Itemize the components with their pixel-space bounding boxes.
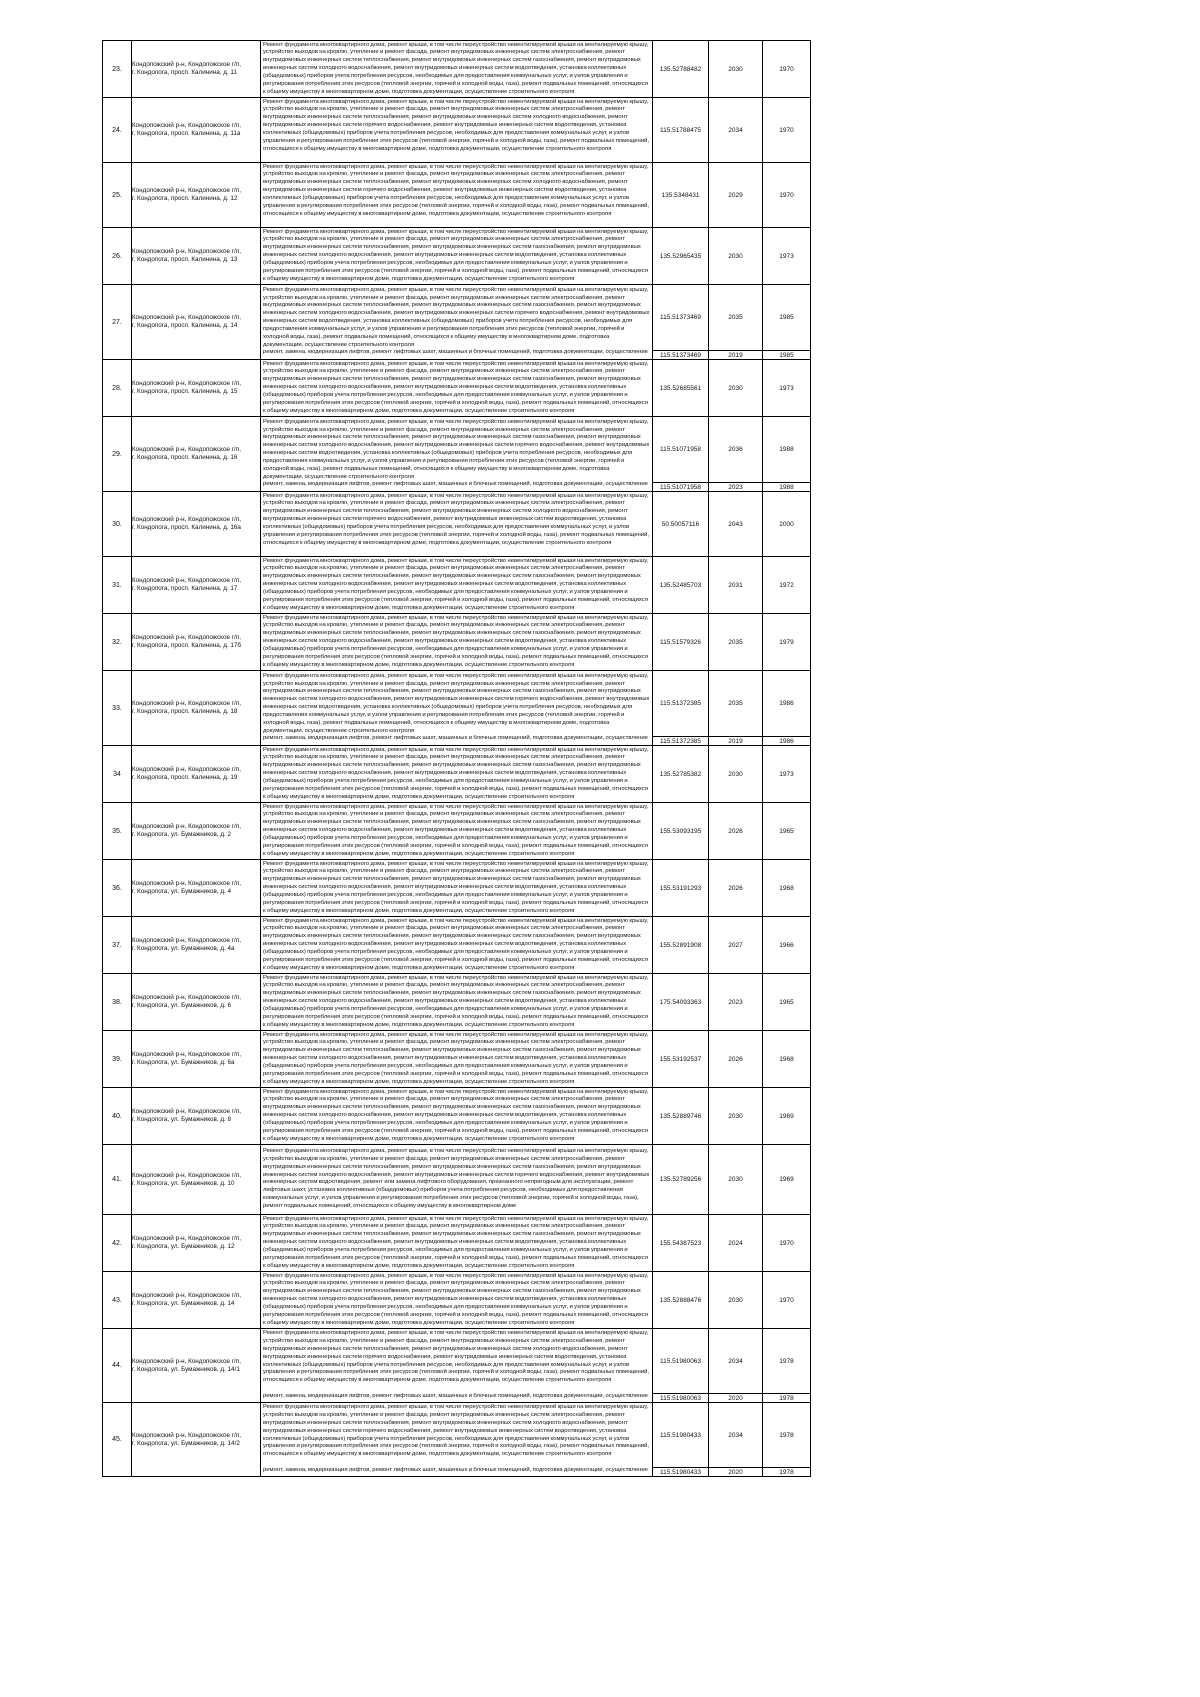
lift-works-text: ремонт, замена, модернизация лифтов, ремонт лифтовых шахт, машинных и блочных помещений, подготовка документации, осуществление [263,481,648,488]
cost-cell: 115.51980063 [653,1394,709,1403]
address-line-1: Кондопожский р-н, Кондопожское г/п, [132,1171,241,1179]
works-cell [261,1403,653,1477]
built-year-cell: 1978 [763,1468,811,1477]
works-cell [261,228,653,285]
address-line-2: г. Кондопога, ул. Бумажников, д. 6а [132,1059,235,1066]
address-line-2: г. Кондопога, ул. Бумажников, д. 4 [132,888,232,895]
row-number: 25. [103,163,132,228]
address-line-2: г. Кондопога, ул. Бумажников, д. 6 [132,1002,232,1009]
row-number: 24. [103,98,132,163]
built-year-cell: 1970 [763,163,811,228]
year-cell: 2026 [709,860,763,917]
cost-cell: 175.54093363 [653,974,709,1031]
year-cell: 2030 [709,41,763,98]
address-cell [132,557,261,614]
table-row [103,1031,811,1088]
built-year-cell: 1968 [763,1031,811,1088]
address-line-2: г. Кондопога, ул. Бумажников, д. 14 [132,1300,235,1307]
address-cell [132,163,261,228]
cost-cell: 135.52889746 [653,1088,709,1145]
cost-cell: 115.51373469 [653,285,709,351]
row-number: 33. [103,671,132,746]
year-cell: 2035 [709,614,763,671]
year-cell: 2043 [709,492,763,557]
works-text: Ремонт фундамента многоквартирного дома, ремонт крыши, в том числе переустройство невентилируемой крыши на вентилируемую крышу, устройство выходов на кровлю, утепление и ремонт фасада, ремонт внутридомовых инженерных систем электроснабжения, ремонт внутридомовых инженерных систем теплоснабжения, ремонт внутридомовых инженерных систем газоснабжения, ремонт внутридомовых инженерных систем холодного водоснабжения, ремонт внутридомовых инженерных систем горячего водоснабжения, ремонт внутридомовых инженерных систем водоотведения, установка коллективных (общедомовых) приборов учета потребления ресурсов, необходимых для предоставления коммунальных услуг, и узлов управления и регулирования потребления этих ресурсов (тепловой энергии, горячей и холодной воды, газа), ремонт подвальных помещений, относящихся к общему имуществу в многоквартирном доме, подготовка документации, осуществление строительного контроля [263,418,650,480]
cost-cell: 115.51980063 [653,1329,709,1394]
table-row [103,360,811,417]
works-text: Ремонт фундамента многоквартирного дома, ремонт крыши, в том числе переустройство невентилируемой крыши на вентилируемую крышу, устройство выходов на кровлю, утепление и ремонт фасада, ремонт внутридомовых инженерных систем электроснабжения, ремонт внутридомовых инженерных систем теплоснабжения, ремонт внутридомовых инженерных систем газоснабжения, ремонт внутридомовых инженерных систем холодного водоснабжения, ремонт внутридомовых инженерных систем водоотведения, установка коллективных (общедомовых) приборов учета потребления ресурсов, необходимых для предоставления коммунальных услуг, и узлов управления и регулирования потребления этих ресурсов (тепловой энергии, горячей и холодной воды, газа), ремонт подвальных помещений, относящихся к общему имуществу в многоквартирном доме, подготовка документации, осуществление строительного контроля [263,1031,649,1085]
built-year-cell: 1979 [763,614,811,671]
table-row [103,557,811,614]
built-year-cell: 1970 [763,1215,811,1272]
built-year-cell: 1970 [763,41,811,98]
row-number: 40. [103,1088,132,1145]
address-line-2: г. Кондопога, просп. Калинина, д. 18 [132,708,238,715]
table-row [103,228,811,285]
table-row [103,1145,811,1215]
built-year-cell: 1985 [763,285,811,351]
table-row [103,98,811,163]
works-text: Ремонт фундамента многоквартирного дома, ремонт крыши, в том числе переустройство невентилируемой крыши на вентилируемую крышу, устройство выходов на кровлю, утепление и ремонт фасада, ремонт внутридомовых инженерных систем электроснабжения, ремонт внутридомовых инженерных систем теплоснабжения, ремонт внутридомовых инженерных систем газоснабжения, ремонт внутридомовых инженерных систем холодного водоснабжения, ремонт внутридомовых инженерных систем водоотведения, установка коллективных (общедомовых) приборов учета потребления ресурсов, необходимых для предоставления коммунальных услуг, и узлов управления и регулирования потребления этих ресурсов (тепловой энергии, горячей и холодной воды, газа), ремонт подвальных помещений, относящихся к общему имуществу в многоквартирном доме, подготовка документации, осуществление строительного контроля [263,1088,649,1142]
address-line-1: Кондопожский р-н, Кондопожское г/п, [132,446,241,453]
address-cell [132,228,261,285]
table-row [103,285,811,351]
row-number: 39. [103,1031,132,1088]
cost-cell: 155.53191293 [653,860,709,917]
year-cell: 2020 [709,1468,763,1477]
cost-cell: 50.50057116 [653,492,709,557]
built-year-cell: 1973 [763,228,811,285]
year-cell: 2019 [709,737,763,746]
works-text: Ремонт фундамента многоквартирного дома, ремонт крыши, в том числе переустройство невентилируемой крыши на вентилируемую крышу, устройство выходов на кровлю, утепление и ремонт фасада, ремонт внутридомовых инженерных систем электроснабжения, ремонт внутридомовых инженерных систем теплоснабжения, ремонт внутридомовых инженерных систем газоснабжения, ремонт внутридомовых инженерных систем холодного водоснабжения, ремонт внутридомовых инженерных систем горячего водоснабжения, ремонт внутридомовых инженерных систем водоотведения, установка коллективных (общедомовых) приборов учета потребления ресурсов, необходимых для предоставления коммунальных услуг, и узлов управления и регулирования потребления этих ресурсов (тепловой энергии, горячей и холодной воды, газа), ремонт подвальных помещений, относящихся к общему имуществу в многоквартирном доме, подготовка документации, осуществление строительного контроля [263,672,650,734]
built-year-cell: 1973 [763,746,811,803]
address-cell [132,1031,261,1088]
cost-cell: 135.52485703 [653,557,709,614]
address-line-2: г. Кондопога, просп. Калинина, д. 12 [132,195,238,202]
works-cell [261,803,653,860]
lift-works-text: ремонт, замена, модернизация лифтов, ремонт лифтовых шахт, машинных и блочных помещений, подготовка документации, осуществление [263,1392,648,1399]
works-text: Ремонт фундамента многоквартирного дома, ремонт крыши, в том числе переустройство невентилируемой крыши на вентилируемую крышу, устройство выходов на кровлю, утепление и ремонт фасада, ремонт внутридомовых инженерных систем электроснабжения, ремонт внутридомовых инженерных систем теплоснабжения, ремонт внутридомовых инженерных систем газоснабжения, ремонт внутридомовых инженерных систем холодного водоснабжения, ремонт внутридомовых инженерных систем водоотведения, установка коллективных (общедомовых) приборов учета потребления ресурсов, необходимых для предоставления коммунальных услуг, и узлов управления и регулирования потребления этих ресурсов (тепловой энергии, горячей и холодной воды, газа), ремонт подвальных помещений, относящихся к общему имуществу в многоквартирном доме, подготовка документации, осуществление строительного контроля [263,746,649,800]
cost-cell: 115.51579326 [653,614,709,671]
works-text: Ремонт фундамента многоквартирного дома, ремонт крыши, в том числе переустройство невентилируемой крыши на вентилируемую крышу, устройство выходов на кровлю, утепление и ремонт фасада, ремонт внутридомовых инженерных систем электроснабжения, ремонт внутридомовых инженерных систем теплоснабжения, ремонт внутридомовых инженерных систем газоснабжения, ремонт внутридомовых инженерных систем холодного водоснабжения, ремонт внутридомовых инженерных систем водоотведения, установка коллективных (общедомовых) приборов учета потребления ресурсов, необходимых для предоставления коммунальных услуг, и узлов управления и регулирования потребления этих ресурсов (тепловой энергии, горячей и холодной воды, газа), ремонт подвальных помещений, относящихся к общему имуществу в многоквартирном доме, подготовка документации, осуществление строительного контроля [263,1215,649,1269]
row-number: 36. [103,860,132,917]
cost-cell: 155.52891908 [653,917,709,974]
year-cell: 2030 [709,360,763,417]
works-text: Ремонт фундамента многоквартирного дома, ремонт крыши, в том числе переустройство невентилируемой крыши на вентилируемую крышу, устройство выходов на кровлю, утепление и ремонт фасада, ремонт внутридомовых инженерных систем электроснабжения, ремонт внутридомовых инженерных систем теплоснабжения, ремонт внутридомовых инженерных систем газоснабжения, ремонт внутридомовых инженерных систем холодного водоснабжения, ремонт внутридомовых инженерных систем горячего водоснабжения, ремонт внутридомовых инженерных систем водоотведения, установка коллективных (общедомовых) приборов учета потребления ресурсов, необходимых для предоставления коммунальных услуг, и узлов управления и регулирования потребления этих ресурсов (тепловой энергии, горячей и холодной воды, газа), ремонт подвальных помещений, относящихся к общему имуществу в многоквартирном доме, подготовка документации, осуществление строительного контроля [263,286,650,348]
year-cell: 2030 [709,1088,763,1145]
works-text: Ремонт фундамента многоквартирного дома, ремонт крыши, в том числе переустройство невентилируемой крыши на вентилируемую крышу, устройство выходов на кровлю, утепление и ремонт фасада, ремонт внутридомовых инженерных систем электроснабжения, ремонт внутридомовых инженерных систем теплоснабжения, ремонт внутридомовых инженерных систем газоснабжения, ремонт внутридомовых инженерных систем холодного водоснабжения, ремонт внутридомовых инженерных систем водоотведения, установка коллективных (общедомовых) приборов учета потребления ресурсов, необходимых для предоставления коммунальных услуг, и узлов управления и регулирования потребления этих ресурсов (тепловой энергии, горячей и холодной воды, газа), ремонт подвальных помещений, относящихся к общему имуществу в многоквартирном доме, подготовка документации, осуществление строительного контроля [263,228,649,282]
works-text: Ремонт фундамента многоквартирного дома, ремонт крыши, в том числе переустройство невентилируемой крыши на вентилируемую крышу, устройство выходов на кровлю, утепление и ремонт фасада, ремонт внутридомовых инженерных систем электроснабжения, ремонт внутридомовых инженерных систем теплоснабжения, ремонт внутридомовых инженерных систем холодного водоснабжения, ремонт внутридомовых инженерных систем горячего водоснабжения, ремонт внутридомовых инженерных систем водоотведения, установка коллективных (общедомовых) приборов учета потребления ресурсов, необходимых для предоставления коммунальных услуг, и узлов управления и регулирования потребления этих ресурсов (тепловой энергии, горячей и холодной воды, газа), ремонт подвальных помещений, относящихся к общему имуществу в многоквартирном доме, подготовка документации, осуществление строительного контроля [263,492,650,546]
row-number: 28. [103,360,132,417]
table-row [103,671,811,737]
address-line-1: Кондопожский р-н, Кондопожское г/п, [132,1357,241,1365]
cost-cell: 155.53192537 [653,1031,709,1088]
works-text: Ремонт фундамента многоквартирного дома, ремонт крыши, в том числе переустройство невентилируемой крыши на вентилируемую крышу, устройство выходов на кровлю, утепление и ремонт фасада, ремонт внутридомовых инженерных систем электроснабжения, ремонт внутридомовых инженерных систем теплоснабжения, ремонт внутридомовых инженерных систем газоснабжения, ремонт внутридомовых инженерных систем холодного водоснабжения, ремонт внутридомовых инженерных систем водоотведения, установка коллективных (общедомовых) приборов учета потребления ресурсов, необходимых для предоставления коммунальных услуг, и узлов управления и регулирования потребления этих ресурсов (тепловой энергии, горячей и холодной воды, газа), ремонт подвальных помещений, относящихся к общему имуществу в многоквартирном доме, подготовка документации, осуществление строительного контроля [263,917,649,971]
cost-cell: 155.53093195 [653,803,709,860]
address-line-1: Кондопожский р-н, Кондопожское г/п, [132,823,241,830]
address-cell [132,671,261,746]
table-row [103,803,811,860]
address-line-2: г. Кондопога, просп. Калинина, д. 11а [132,130,241,137]
address-line-1: Кондопожский р-н, Кондопожское г/п, [132,248,241,255]
built-year-cell: 1972 [763,557,811,614]
works-text: Ремонт фундамента многоквартирного дома, ремонт крыши, в том числе переустройство невентилируемой крыши на вентилируемую крышу, устройство выходов на кровлю, утепление и ремонт фасада, ремонт внутридомовых инженерных систем электроснабжения, ремонт внутридомовых инженерных систем теплоснабжения, ремонт внутридомовых инженерных систем холодного водоснабжения, ремонт внутридомовых инженерных систем горячего водоснабжения, ремонт внутридомовых инженерных систем водоотведения, установка коллективных (общедомовых) приборов учета потребления ресурсов, необходимых для предоставления коммунальных услуг, и узлов управления и регулирования потребления этих ресурсов (тепловой энергии, горячей и холодной воды, газа), ремонт подвальных помещений, относящихся к общему имуществу в многоквартирном доме, подготовка документации, осуществление строительного контроля [263,1330,650,1384]
table-row [103,917,811,974]
built-year-cell: 1969 [763,1088,811,1145]
works-cell [261,746,653,803]
built-year-cell: 1978 [763,1329,811,1394]
address-cell [132,803,261,860]
built-year-cell: 1985 [763,351,811,360]
row-number: 44. [103,1329,132,1403]
address-line-2: г. Кондопога, ул. Бумажников, д. 2 [132,831,232,838]
address-line-1: Кондопожский р-н, Кондопожское г/п, [132,1292,241,1299]
works-cell [261,360,653,417]
address-line-1: Кондопожский р-н, Кондопожское г/п, [132,61,241,68]
built-year-cell: 1969 [763,1145,811,1215]
table-row [103,974,811,1031]
works-text: Ремонт фундамента многоквартирного дома, ремонт крыши, в том числе переустройство невентилируемой крыши на вентилируемую крышу, устройство выходов на кровлю, утепление и ремонт фасада, ремонт внутридомовых инженерных систем электроснабжения, ремонт внутридомовых инженерных систем теплоснабжения, ремонт внутридомовых инженерных систем газоснабжения, ремонт внутридомовых инженерных систем холодного водоснабжения, ремонт внутридомовых инженерных систем водоотведения, установка коллективных (общедомовых) приборов учета потребления ресурсов, необходимых для предоставления коммунальных услуг, и узлов управления и регулирования потребления этих ресурсов (тепловой энергии, горячей и холодной воды, газа), ремонт подвальных помещений, относящихся к общему имуществу в многоквартирном доме, подготовка документации, осуществление строительного контроля [263,803,649,857]
cost-cell: 135.52788482 [653,41,709,98]
address-line-1: Кондопожский р-н, Кондопожское г/п, [132,577,241,584]
address-line-1: Кондопожский р-н, Кондопожское г/п, [132,880,241,887]
built-year-cell: 1978 [763,1394,811,1403]
address-line-1: Кондопожский р-н, Кондопожское г/п, [132,314,241,321]
works-text: Ремонт фундамента многоквартирного дома, ремонт крыши, в том числе переустройство невентилируемой крыши на вентилируемую крышу, устройство выходов на кровлю, утепление и ремонт фасада, ремонт внутридомовых инженерных систем электроснабжения, ремонт внутридомовых инженерных систем теплоснабжения, ремонт внутридомовых инженерных систем газоснабжения, ремонт внутридомовых инженерных систем холодного водоснабжения, ремонт внутридомовых инженерных систем водоотведения, установка коллективных (общедомовых) приборов учета потребления ресурсов, необходимых для предоставления коммунальных услуг, и узлов управления и регулирования потребления этих ресурсов (тепловой энергии, горячей и холодной воды, газа), ремонт подвальных помещений, относящихся к общему имуществу в многоквартирном доме, подготовка документации, осуществление строительного контроля [263,1272,649,1326]
row-number: 27. [103,285,132,360]
table-row [103,417,811,483]
table-row [103,1403,811,1468]
row-number: 41. [103,1145,132,1215]
works-text: Ремонт фундамента многоквартирного дома, ремонт крыши, в том числе переустройство невентилируемой крыши на вентилируемую крышу, устройство выходов на кровлю, утепление и ремонт фасада, ремонт внутридомовых инженерных систем электроснабжения, ремонт внутридомовых инженерных систем теплоснабжения, ремонт внутридомовых инженерных систем газоснабжения, ремонт внутридомовых инженерных систем холодного водоснабжения, ремонт внутридомовых инженерных систем водоотведения, установка коллективных (общедомовых) приборов учета потребления ресурсов, необходимых для предоставления коммунальных услуг, и узлов управления и регулирования потребления этих ресурсов (тепловой энергии, горячей и холодной воды, газа), ремонт подвальных помещений, относящихся к общему имуществу в многоквартирном доме, подготовка документации, осуществление строительного контроля [263,360,649,414]
year-cell: 2019 [709,351,763,360]
works-cell [261,1329,653,1403]
works-cell [261,614,653,671]
cost-cell: 135.52888476 [653,1272,709,1329]
table-row [103,41,811,98]
table-row [103,1088,811,1145]
built-year-cell: 1970 [763,98,811,163]
capital-repair-table [102,40,811,1477]
cost-cell: 135.52685561 [653,360,709,417]
year-cell: 2034 [709,1403,763,1468]
table-row [103,1215,811,1272]
works-cell [261,860,653,917]
address-line-1: Кондопожский р-н, Кондопожское г/п, [132,187,241,194]
address-line-2: г. Кондопога, просп. Калинина, д. 16 [132,454,238,461]
works-text: Ремонт фундамента многоквартирного дома, ремонт крыши, в том числе переустройство невентилируемой крыши на вентилируемую крышу, устройство выходов на кровлю, утепление и ремонт фасада, ремонт внутридомовых инженерных систем электроснабжения, ремонт внутридомовых инженерных систем теплоснабжения, ремонт внутридомовых инженерных систем холодного водоснабжения, ремонт внутридомовых инженерных систем горячего водоснабжения, ремонт внутридомовых инженерных систем водоотведения, установка коллективных (общедомовых) приборов учета потребления ресурсов, необходимых для предоставления коммунальных услуг, и узлов управления и регулирования потребления этих ресурсов (тепловой энергии, горячей и холодной воды, газа), ремонт подвальных помещений, относящихся к общему имуществу в многоквартирном доме, подготовка документации, осуществление строительного контроля [263,98,650,152]
year-cell: 2027 [709,917,763,974]
address-line-1: Кондопожский р-н, Кондопожское г/п, [132,122,241,129]
cost-cell: 135.5348431 [653,163,709,228]
year-cell: 2034 [709,98,763,163]
address-cell [132,1215,261,1272]
built-year-cell: 1968 [763,860,811,917]
address-line-2: г. Кондопога, ул. Бумажников, д. 8 [132,1116,232,1123]
year-cell: 2030 [709,746,763,803]
address-line-1: Кондопожский р-н, Кондопожское г/п, [132,1431,241,1439]
works-cell [261,1145,653,1215]
row-number: 30. [103,492,132,557]
cost-cell: 135.52789256 [653,1145,709,1215]
address-cell [132,860,261,917]
year-cell: 2031 [709,557,763,614]
address-line-1: Кондопожский р-н, Кондопожское г/п, [132,700,241,707]
address-line-1: Кондопожский р-н, Кондопожское г/п, [132,634,241,641]
address-line-2: г. Кондопога, просп. Калинина, д. 17б [132,642,242,649]
table-row [103,746,811,803]
address-line-2: г. Кондопога, просп. Калинина, д. 16а [132,524,241,531]
address-line-2: г. Кондопога, просп. Калинина, д. 19 [132,774,238,781]
address-cell [132,1403,261,1477]
cost-cell: 115.51980433 [653,1468,709,1477]
cost-cell: 115.51980433 [653,1403,709,1468]
address-cell [132,360,261,417]
row-number: 42. [103,1215,132,1272]
works-text: Ремонт фундамента многоквартирного дома, ремонт крыши, в том числе переустройство невентилируемой крыши на вентилируемую крышу, устройство выходов на кровлю, утепление и ремонт фасада, ремонт внутридомовых инженерных систем электроснабжения, ремонт внутридомовых инженерных систем теплоснабжения, ремонт внутридомовых инженерных систем газоснабжения, ремонт внутридомовых инженерных систем холодного водоснабжения, ремонт внутридомовых инженерных систем водоотведения, установка коллективных (общедомовых) приборов учета потребления ресурсов, необходимых для предоставления коммунальных услуг, и узлов управления и регулирования потребления этих ресурсов (тепловой энергии, горячей и холодной воды, газа), ремонт подвальных помещений, относящихся к общему имуществу в многоквартирном доме, подготовка документации, осуществление строительного контроля [263,41,649,95]
address-cell [132,492,261,557]
address-line-2: г. Кондопога, ул. Бумажников, д. 14/2 [132,1439,240,1447]
address-cell [132,41,261,98]
works-text: Ремонт фундамента многоквартирного дома, ремонт крыши, в том числе переустройство невентилируемой крыши на вентилируемую крышу, устройство выходов на кровлю, утепление и ремонт фасада, ремонт внутридомовых инженерных систем электроснабжения, ремонт внутридомовых инженерных систем теплоснабжения, ремонт внутридомовых инженерных систем газоснабжения, ремонт внутридомовых инженерных систем холодного водоснабжения, ремонт внутридомовых инженерных систем водоотведения, установка коллективных (общедомовых) приборов учета потребления ресурсов, необходимых для предоставления коммунальных услуг, и узлов управления и регулирования потребления этих ресурсов (тепловой энергии, горячей и холодной воды, газа), ремонт подвальных помещений, относящихся к общему имуществу в многоквартирном доме, подготовка документации, осуществление строительного контроля [263,614,649,668]
works-cell [261,974,653,1031]
built-year-cell: 1966 [763,917,811,974]
works-cell [261,1272,653,1329]
row-number: 26. [103,228,132,285]
address-line-1: Кондопожский р-н, Кондопожское г/п, [132,937,241,944]
address-line-1: Кондопожский р-н, Кондопожское г/п, [132,516,241,523]
row-number: 38. [103,974,132,1031]
row-number: 29. [103,417,132,492]
address-line-1: Кондопожский р-н, Кондопожское г/п, [132,994,241,1001]
works-text: Ремонт фундамента многоквартирного дома, ремонт крыши, в том числе переустройство невентилируемой крыши на вентилируемую крышу, устройство выходов на кровлю, утепление и ремонт фасада, ремонт внутридомовых инженерных систем электроснабжения, ремонт внутридомовых инженерных систем теплоснабжения, ремонт внутридомовых инженерных систем газоснабжения, ремонт внутридомовых инженерных систем холодного водоснабжения, ремонт внутридомовых инженерных систем водоотведения, установка коллективных (общедомовых) приборов учета потребления ресурсов, необходимых для предоставления коммунальных услуг, и узлов управления и регулирования потребления этих ресурсов (тепловой энергии, горячей и холодной воды, газа), ремонт подвальных помещений, относящихся к общему имуществу в многоквартирном доме, подготовка документации, осуществление строительного контроля [263,860,649,914]
address-cell [132,417,261,492]
address-line-2: г. Кондопога, ул. Бумажников, д. 10 [132,1179,235,1187]
works-cell [261,163,653,228]
row-number: 37. [103,917,132,974]
cost-cell: 115.51788475 [653,98,709,163]
year-cell: 2035 [709,285,763,351]
works-cell [261,417,653,492]
built-year-cell: 1970 [763,1272,811,1329]
address-line-2: г. Кондопога, просп. Калинина, д. 13 [132,256,238,263]
address-cell [132,917,261,974]
works-cell [261,671,653,746]
cost-cell: 135.52965435 [653,228,709,285]
built-year-cell: 1986 [763,737,811,746]
row-number: 34 [103,746,132,803]
cost-cell: 115.51372385 [653,737,709,746]
row-number: 43. [103,1272,132,1329]
table-row [103,1329,811,1394]
works-cell [261,492,653,557]
address-line-2: г. Кондопога, ул. Бумажников, д. 14/1 [132,1365,240,1373]
cost-cell: 115.51071958 [653,483,709,492]
year-cell: 2026 [709,803,763,860]
works-cell [261,557,653,614]
works-text: Ремонт фундамента многоквартирного дома, ремонт крыши, в том числе переустройство невентилируемой крыши на вентилируемую крышу, устройство выходов на кровлю, утепление и ремонт фасада, ремонт внутридомовых инженерных систем электроснабжения, ремонт внутридомовых инженерных систем теплоснабжения, ремонт внутридомовых инженерных систем газоснабжения, ремонт внутридомовых инженерных систем холодного водоснабжения, ремонт внутридомовых инженерных систем водоотведения, установка коллективных (общедомовых) приборов учета потребления ресурсов, необходимых для предоставления коммунальных услуг, и узлов управления и регулирования потребления этих ресурсов (тепловой энергии, горячей и холодной воды, газа), ремонт подвальных помещений, относящихся к общему имуществу в многоквартирном доме, подготовка документации, осуществление строительного контроля [263,557,649,611]
cost-cell: 135.52785382 [653,746,709,803]
address-cell [132,1272,261,1329]
built-year-cell: 1988 [763,483,811,492]
year-cell: 2036 [709,417,763,483]
table-row [103,614,811,671]
address-line-1: Кондопожский р-н, Кондопожское г/п, [132,380,241,387]
address-cell [132,98,261,163]
lift-works-text: ремонт, замена, модернизация лифтов, ремонт лифтовых шахт, машинных и блочных помещений, подготовка документации, осуществление [263,1466,648,1473]
address-cell [132,1088,261,1145]
cost-cell: 115.51372385 [653,671,709,737]
year-cell: 2029 [709,163,763,228]
works-cell [261,1031,653,1088]
address-cell [132,614,261,671]
built-year-cell: 1978 [763,1403,811,1468]
address-line-2: г. Кондопога, просп. Калинина, д. 15 [132,388,238,395]
year-cell: 2020 [709,1394,763,1403]
row-number: 45. [103,1403,132,1477]
year-cell: 2030 [709,228,763,285]
built-year-cell: 1965 [763,803,811,860]
year-cell: 2030 [709,1145,763,1215]
lift-works-text: ремонт, замена, модернизация лифтов, ремонт лифтовых шахт, машинных и блочных помещений, подготовка документации, осуществление [263,349,648,356]
year-cell: 2026 [709,1031,763,1088]
year-cell: 2035 [709,671,763,737]
works-cell [261,41,653,98]
works-text: Ремонт фундамента многоквартирного дома, ремонт крыши, в том числе переустройство невентилируемой крыши на вентилируемую крышу, устройство выходов на кровлю, утепление и ремонт фасада, ремонт внутридомовых инженерных систем электроснабжения, ремонт внутридомовых инженерных систем теплоснабжения, ремонт внутридомовых инженерных систем газоснабжения, ремонт внутридомовых инженерных систем холодного водоснабжения, ремонт внутридомовых инженерных систем горячего водоснабжения, ремонт внутридомовых инженерных систем водоотведения, ремонт или замена лифтового оборудования, признанного непригодным для эксплуатации, ремонт лифтовых шахт, установка коллективных (общедомовых) приборов учета потребления ресурсов, необходимых для предоставления коммунальных услуг, и узлов управления и регулирования потребления этих ресурсов (тепловой энергии, горячей и холодной воды, газа), ремонт подвальных помещений, относящихся к общему имуществу в многоквартирном доме [263,1148,650,1209]
address-line-1: Кондопожский р-н, Кондопожское г/п, [132,1051,241,1058]
built-year-cell: 1973 [763,360,811,417]
address-line-2: г. Кондопога, просп. Калинина, д. 14 [132,322,238,329]
works-cell [261,1215,653,1272]
lift-works-text: ремонт, замена, модернизация лифтов, ремонт лифтовых шахт, машинных и блочных помещений, подготовка документации, осуществление [263,735,648,742]
address-line-1: Кондопожский р-н, Кондопожское г/п, [132,766,241,773]
year-cell: 2024 [709,1215,763,1272]
address-line-1: Кондопожский р-н, Кондопожское г/п, [132,1108,241,1115]
address-line-1: Кондопожский р-н, Кондопожское г/п, [132,1235,241,1242]
address-line-2: г. Кондопога, просп. Калинина, д. 17 [132,585,238,592]
table-row [103,860,811,917]
works-text: Ремонт фундамента многоквартирного дома, ремонт крыши, в том числе переустройство невентилируемой крыши на вентилируемую крышу, устройство выходов на кровлю, утепление и ремонт фасада, ремонт внутридомовых инженерных систем электроснабжения, ремонт внутридомовых инженерных систем теплоснабжения, ремонт внутридомовых инженерных систем холодного водоснабжения, ремонт внутридомовых инженерных систем горячего водоснабжения, ремонт внутридомовых инженерных систем водоотведения, установка коллективных (общедомовых) приборов учета потребления ресурсов, необходимых для предоставления коммунальных услуг, и узлов управления и регулирования потребления этих ресурсов (тепловой энергии, горячей и холодной воды, газа), ремонт подвальных помещений, относящихся к общему имуществу в многоквартирном доме, подготовка документации, осуществление строительного контроля [263,163,650,217]
address-cell [132,746,261,803]
row-number: 23. [103,41,132,98]
address-cell [132,285,261,360]
year-cell: 2023 [709,483,763,492]
table-row [103,163,811,228]
built-year-cell: 1988 [763,417,811,483]
row-number: 35. [103,803,132,860]
address-cell [132,1329,261,1403]
built-year-cell: 2000 [763,492,811,557]
address-line-2: г. Кондопога, просп. Калинина, д. 11 [132,69,237,76]
year-cell: 2034 [709,1329,763,1394]
table-row [103,1272,811,1329]
works-cell [261,1088,653,1145]
row-number: 32. [103,614,132,671]
address-line-2: г. Кондопога, ул. Бумажников, д. 4а [132,945,235,952]
address-cell [132,1145,261,1215]
works-cell [261,98,653,163]
built-year-cell: 1965 [763,974,811,1031]
year-cell: 2023 [709,974,763,1031]
cost-cell: 155.54387523 [653,1215,709,1272]
table-row [103,492,811,557]
cost-cell: 115.51373469 [653,351,709,360]
works-cell [261,285,653,360]
built-year-cell: 1986 [763,671,811,737]
works-text: Ремонт фундамента многоквартирного дома, ремонт крыши, в том числе переустройство невентилируемой крыши на вентилируемую крышу, устройство выходов на кровлю, утепление и ремонт фасада, ремонт внутридомовых инженерных систем электроснабжения, ремонт внутридомовых инженерных систем теплоснабжения, ремонт внутридомовых инженерных систем холодного водоснабжения, ремонт внутридомовых инженерных систем горячего водоснабжения, ремонт внутридомовых инженерных систем водоотведения, установка коллективных (общедомовых) приборов учета потребления ресурсов, необходимых для предоставления коммунальных услуг, и узлов управления и регулирования потребления этих ресурсов (тепловой энергии, горячей и холодной воды, газа), ремонт подвальных помещений, относящихся к общему имуществу в многоквартирном доме, подготовка документации, осуществление строительного контроля [263,1404,650,1458]
row-number: 31. [103,557,132,614]
address-line-2: г. Кондопога, ул. Бумажников, д. 12 [132,1243,235,1250]
works-text: Ремонт фундамента многоквартирного дома, ремонт крыши, в том числе переустройство невентилируемой крыши на вентилируемую крышу, устройство выходов на кровлю, утепление и ремонт фасада, ремонт внутридомовых инженерных систем электроснабжения, ремонт внутридомовых инженерных систем теплоснабжения, ремонт внутридомовых инженерных систем газоснабжения, ремонт внутридомовых инженерных систем холодного водоснабжения, ремонт внутридомовых инженерных систем водоотведения, установка коллективных (общедомовых) приборов учета потребления ресурсов, необходимых для предоставления коммунальных услуг, и узлов управления и регулирования потребления этих ресурсов (тепловой энергии, горячей и холодной воды, газа), ремонт подвальных помещений, относящихся к общему имуществу в многоквартирном доме, подготовка документации, осуществление строительного контроля [263,974,649,1028]
year-cell: 2030 [709,1272,763,1329]
address-cell [132,974,261,1031]
works-cell [261,917,653,974]
cost-cell: 115.51071958 [653,417,709,483]
